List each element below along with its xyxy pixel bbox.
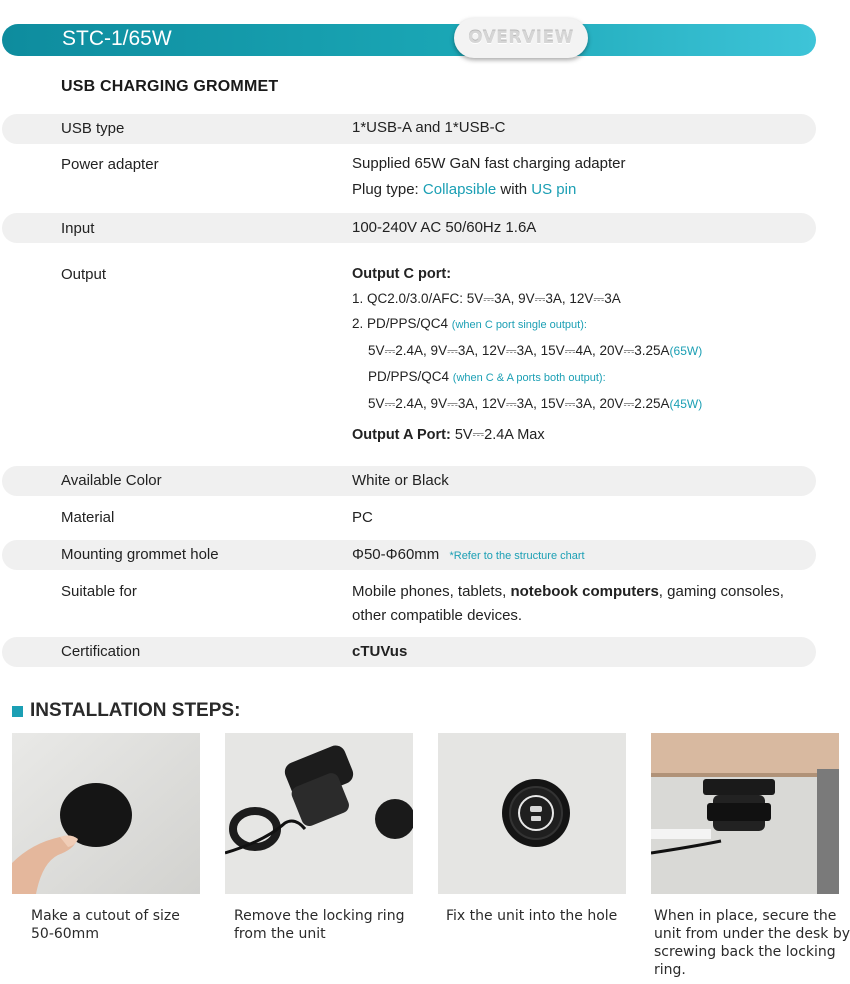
secure-ring-image xyxy=(651,733,839,894)
mounting-size: Φ50-Φ60mm xyxy=(352,546,440,563)
caption-line: Fix the unit into the hole xyxy=(446,908,618,924)
spec-label: Material xyxy=(61,509,115,526)
output-line: 1. QC2.0/3.0/AFC: 5V⎓3A, 9V⎓3A, 12V⎓3A xyxy=(352,291,621,306)
caption-line: When in place, secure the xyxy=(654,908,837,924)
caption-line: Remove the locking ring xyxy=(234,908,405,924)
step-1-photo xyxy=(12,733,200,894)
spec-label: Mounting grommet hole xyxy=(61,546,219,563)
output-a-title: Output A Port: xyxy=(352,427,451,443)
locking-ring-image xyxy=(225,733,413,894)
spec-row-certification xyxy=(2,637,816,667)
plug-prefix: Plug type: xyxy=(352,181,423,198)
caption-line: 50-60mm xyxy=(31,926,99,942)
spec-row-power-adapter xyxy=(2,150,816,206)
spec-value: cTUVus xyxy=(352,643,408,660)
output-text: 5V⎓2.4A, 9V⎓3A, 12V⎓3A, 15V⎓3A, 20V⎓2.25A xyxy=(368,396,670,411)
overview-badge: OVERVIEW xyxy=(454,18,588,58)
spec-label: Certification xyxy=(61,643,141,660)
step-2-caption xyxy=(234,907,404,943)
spec-value xyxy=(352,262,702,447)
adapter-line: Supplied 65W GaN fast charging adapter xyxy=(352,155,626,172)
spec-label: Suitable for xyxy=(61,583,137,600)
spec-label: Available Color xyxy=(61,472,162,489)
output-text: 5V⎓2.4A, 9V⎓3A, 12V⎓3A, 15V⎓4A, 20V⎓3.25A xyxy=(368,343,670,358)
plug-type-line xyxy=(352,178,626,202)
spec-value: White or Black xyxy=(352,472,449,489)
spec-row-suitable xyxy=(2,577,816,629)
output-line xyxy=(352,364,702,391)
output-note: (45W) xyxy=(669,397,703,411)
step-2-photo xyxy=(225,733,413,894)
installation-heading xyxy=(12,700,240,722)
spec-value xyxy=(352,580,784,628)
step-4-photo xyxy=(651,733,839,894)
spec-row-color xyxy=(2,466,816,496)
spec-label: Power adapter xyxy=(61,156,159,173)
spec-value: PC xyxy=(352,509,373,526)
caption-line: ring. xyxy=(654,962,686,978)
spec-row-output xyxy=(2,258,816,458)
fixed-unit-image xyxy=(438,733,626,894)
spec-value xyxy=(352,543,585,568)
product-title: USB CHARGING GROMMET xyxy=(61,78,279,95)
output-note: (65W) xyxy=(669,344,703,358)
caption-line: unit from under the desk by xyxy=(654,926,850,942)
spec-row-usb-type xyxy=(2,114,816,144)
step-3-photo xyxy=(438,733,626,894)
spec-value xyxy=(352,152,626,202)
spec-value: 100-240V AC 50/60Hz 1.6A xyxy=(352,219,537,236)
spec-label: Input xyxy=(61,220,95,237)
plug-with: with xyxy=(496,181,532,198)
mounting-note: *Refer to the structure chart xyxy=(449,550,585,562)
output-a-line xyxy=(352,423,702,447)
output-a-value: 5V⎓2.4A Max xyxy=(450,427,545,443)
suitable-line xyxy=(352,580,784,604)
suitable-line-2: other compatible devices. xyxy=(352,607,523,624)
output-text: 2. PD/PPS/QC4 xyxy=(352,316,452,331)
cutout-hole-image xyxy=(12,733,200,894)
output-line xyxy=(352,338,702,364)
plug-pin: US pin xyxy=(531,181,577,198)
step-3-caption xyxy=(446,907,617,925)
output-note: (when C & A ports both output): xyxy=(452,372,606,384)
output-note: (when C port single output): xyxy=(451,319,587,331)
step-4-caption xyxy=(654,907,850,979)
plug-collapsible: Collapsible xyxy=(422,181,497,198)
caption-line: from the unit xyxy=(234,926,326,942)
caption-line: Make a cutout of size xyxy=(31,908,180,924)
output-text: PD/PPS/QC4 xyxy=(368,369,453,384)
model-title: STC-1/65W xyxy=(62,27,172,50)
spec-label: USB type xyxy=(61,120,125,137)
installation-title: INSTALLATION STEPS: xyxy=(30,700,241,721)
spec-row-mounting xyxy=(2,540,816,570)
square-bullet-icon xyxy=(12,706,23,717)
suitable-bold: notebook computers xyxy=(510,583,659,600)
suitable-prefix: Mobile phones, tablets, xyxy=(352,583,511,600)
spec-row-material xyxy=(2,503,816,533)
spec-value: 1*USB-A and 1*USB-C xyxy=(352,119,506,136)
caption-line: screwing back the locking xyxy=(654,944,836,960)
spec-row-input xyxy=(2,213,816,243)
step-1-caption xyxy=(31,907,180,943)
output-c-title: Output C port: xyxy=(352,266,452,282)
suitable-suffix: , gaming consoles, xyxy=(658,583,784,600)
header-banner xyxy=(2,24,816,56)
output-line xyxy=(352,391,702,417)
spec-label: Output xyxy=(61,266,107,283)
output-line xyxy=(352,311,702,338)
